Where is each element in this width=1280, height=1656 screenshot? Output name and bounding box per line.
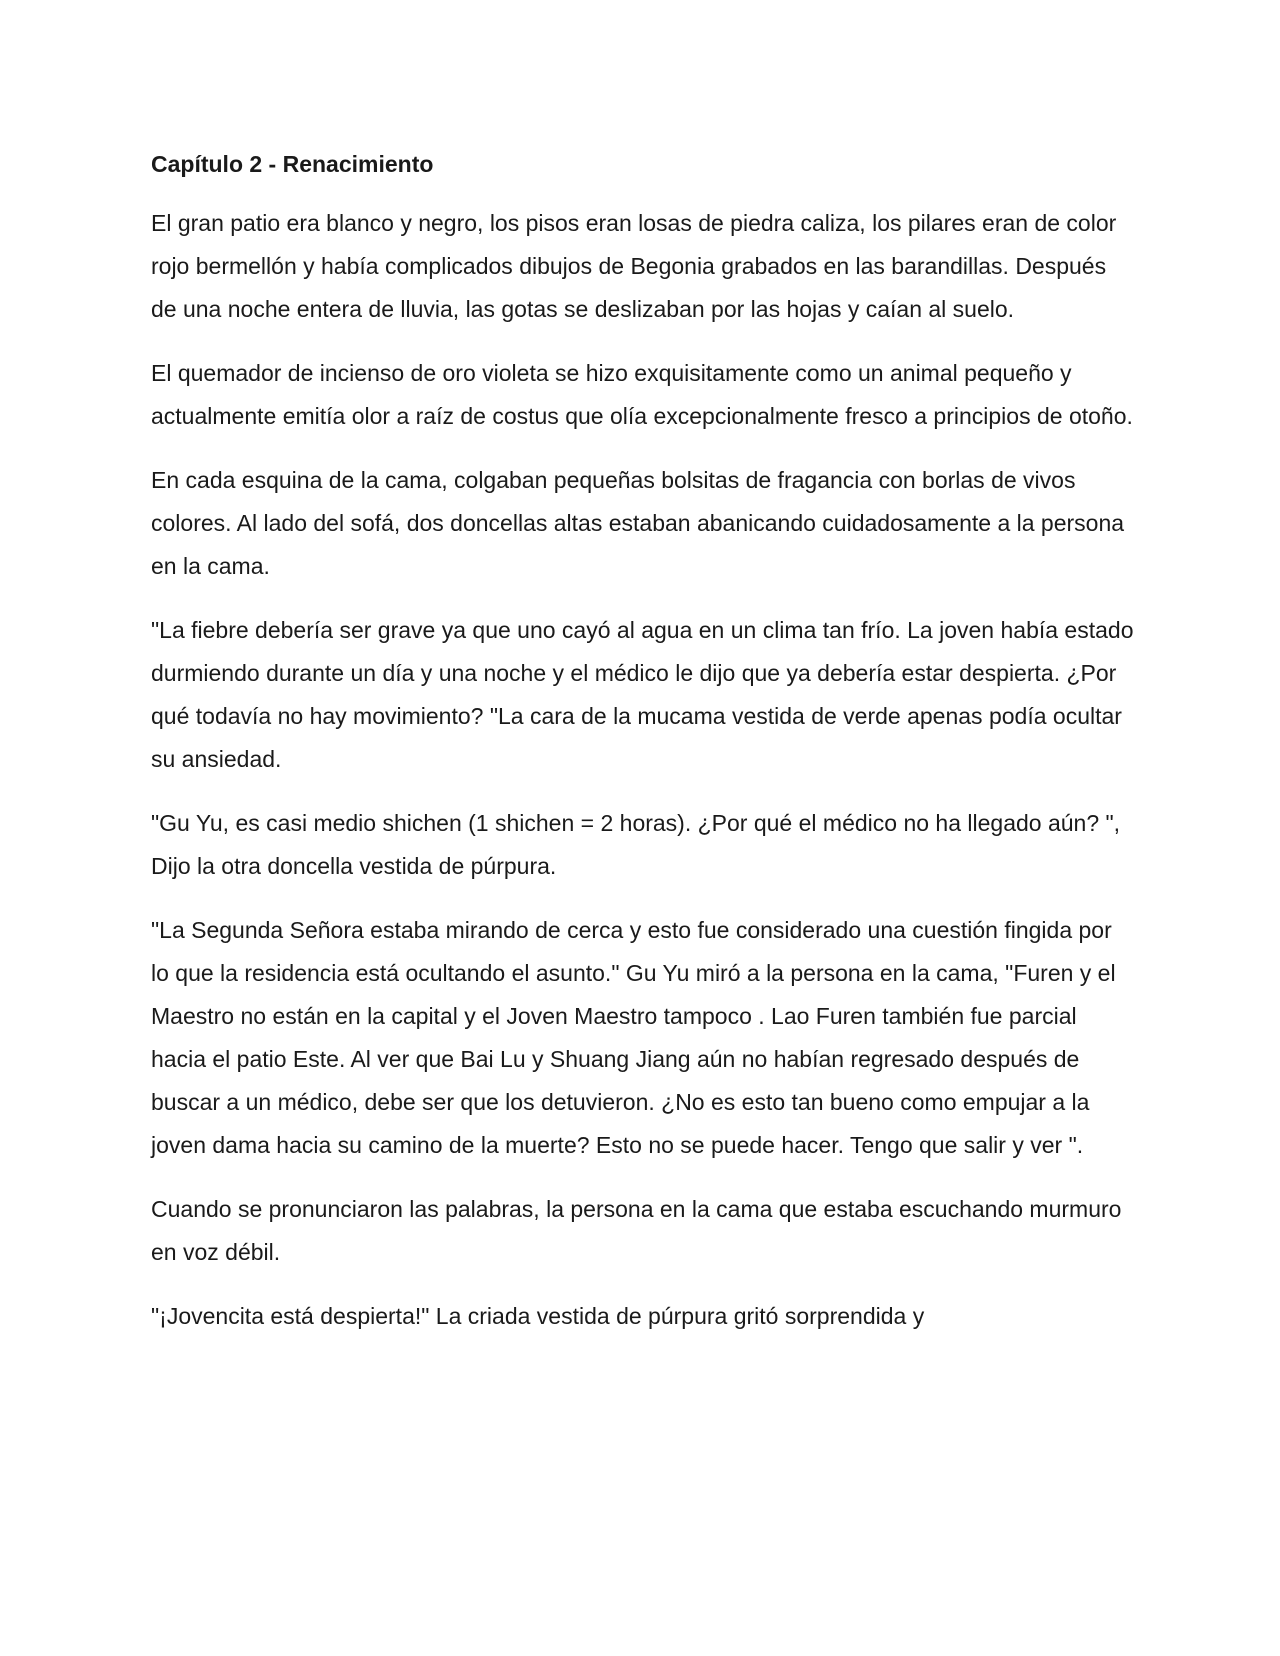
chapter-title: Capítulo 2 - Renacimiento [151, 151, 434, 177]
paragraph-6: "La Segunda Señora estaba mirando de cerca y esto fue considerado una cuestión fingida por lo que la residencia está ocultando el asunto." Gu Yu miró a la persona en la cama, "Furen y el Maestro no están en la capital y el Joven Maestro tampoco . Lao Furen también fue parcial hacia el patio Este. Al ver que Bai Lu y Shuang Jiang aún no habían regresado después de buscar a un médico, debe ser que los detuvieron. ¿No es esto tan bueno como empujar a la joven dama hacia su camino de la muerte? Esto no se puede hacer. Tengo que salir y ver ". [151, 917, 1116, 1158]
paragraph-4: "La fiebre debería ser grave ya que uno cayó al agua en un clima tan frío. La joven había estado durmiendo durante un día y una noche y el médico le dijo que ya debería estar despierta. ¿Por qué todavía no hay movimiento? "La cara de la mucama vestida de verde apenas podía ocultar su ansiedad. [151, 617, 1134, 772]
document-body [151, 146, 1136, 1338]
paragraph-7: Cuando se pronunciaron las palabras, la persona en la cama que estaba escuchando murmuro en voz débil. [151, 1196, 1122, 1265]
paragraph-5: "Gu Yu, es casi medio shichen (1 shichen = 2 horas). ¿Por qué el médico no ha llegado aún? ", Dijo la otra doncella vestida de púrpura. [151, 810, 1121, 879]
paragraph-1: El gran patio era blanco y negro, los pisos eran losas de piedra caliza, los pilares eran de color rojo bermellón y había complicados dibujos de Begonia grabados en las barandillas. Después de una noche entera de lluvia, las gotas se deslizaban por las hojas y caían al suelo. [151, 210, 1117, 322]
paragraph-2: El quemador de incienso de oro violeta se hizo exquisitamente como un animal pequeño y actualmente emitía olor a raíz de costus que olía excepcionalmente fresco a principios de otoño. [151, 360, 1133, 429]
paragraph-8: "¡Jovencita está despierta!" La criada vestida de púrpura gritó sorprendida y [151, 1303, 925, 1329]
paragraph-3: En cada esquina de la cama, colgaban pequeñas bolsitas de fragancia con borlas de vivos colores. Al lado del sofá, dos doncellas altas estaban abanicando cuidadosamente a la persona en la cama. [151, 467, 1125, 579]
